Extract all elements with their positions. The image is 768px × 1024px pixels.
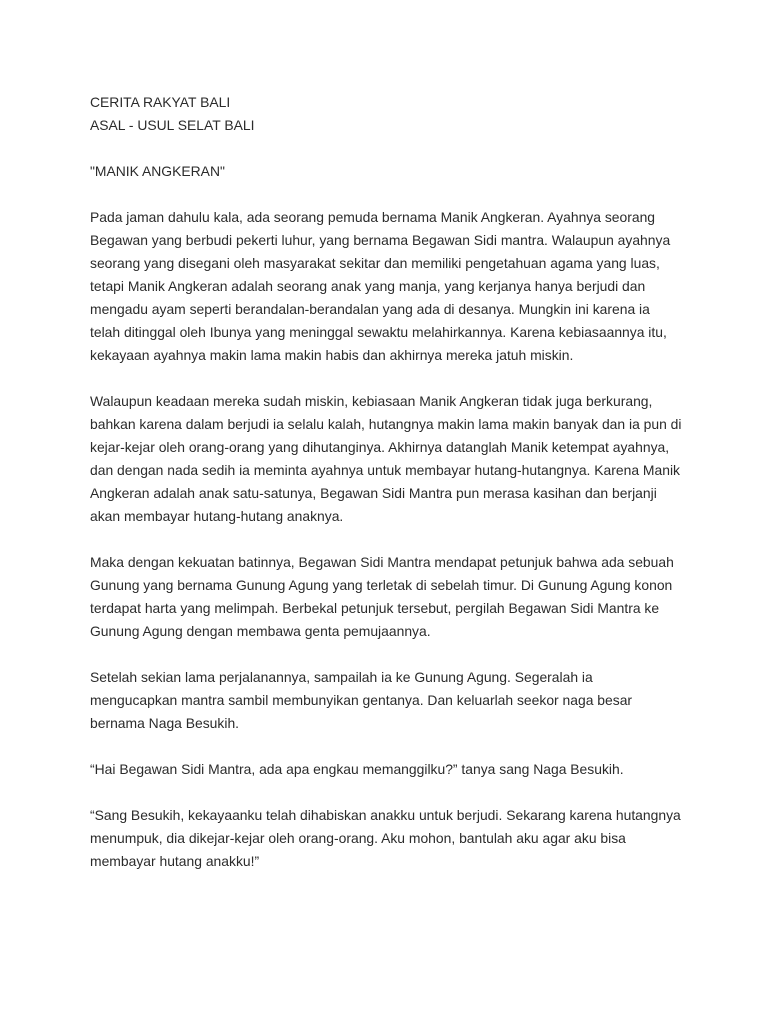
paragraph-line: Gunung Agung dengan membawa genta pemujaannya. bbox=[90, 623, 431, 639]
paragraph-line: “Hai Begawan Sidi Mantra, ada apa engkau memanggilku?” tanya sang Naga Besukih. bbox=[90, 761, 624, 777]
paragraph-3 bbox=[90, 551, 688, 643]
paragraph-line: tetapi Manik Angkeran adalah seorang anak yang manja, yang kerjanya hanya berjudi dan bbox=[90, 278, 646, 294]
paragraph-line: Gunung yang bernama Gunung Agung yang terletak di sebelah timur. Di Gunung Agung konon bbox=[90, 577, 673, 593]
header-line-1: CERITA RAKYAT BALI bbox=[90, 94, 231, 110]
paragraph-line: bernama Naga Besukih. bbox=[90, 715, 240, 731]
story-title bbox=[90, 160, 688, 183]
paragraph-1 bbox=[90, 206, 688, 367]
paragraph-4 bbox=[90, 666, 688, 735]
paragraph-line: “Sang Besukih, kekayaanku telah dihabiskan anakku untuk berjudi. Sekarang karena hutangnya bbox=[90, 807, 681, 823]
paragraph-line: kejar-kejar oleh orang-orang yang dihutanginya. Akhirnya datanglah Manik ketempat ayahnya, bbox=[90, 439, 670, 455]
paragraph-line: telah ditinggal oleh Ibunya yang meninggal sewaktu melahirkannya. Karena kebiasaannya itu, bbox=[90, 324, 667, 340]
paragraph-line: Pada jaman dahulu kala, ada seorang pemuda bernama Manik Angkeran. Ayahnya seorang bbox=[90, 209, 656, 225]
document-page bbox=[90, 91, 688, 873]
paragraph-line: Walaupun keadaan mereka sudah miskin, kebiasaan Manik Angkeran tidak juga berkurang, bbox=[90, 393, 653, 409]
paragraph-line: seorang yang disegani oleh masyarakat sekitar dan memiliki pengetahuan agama yang luas, bbox=[90, 255, 660, 271]
paragraph-line: menumpuk, dia dikejar-kejar oleh orang-orang. Aku mohon, bantulah aku agar aku bisa bbox=[90, 830, 626, 846]
paragraph-line: mengucapkan mantra sambil membunyikan gentanya. Dan keluarlah seekor naga besar bbox=[90, 692, 633, 708]
paragraph-line: Setelah sekian lama perjalanannya, sampailah ia ke Gunung Agung. Segeralah ia bbox=[90, 669, 593, 685]
paragraph-line: kekayaan ayahnya makin lama makin habis dan akhirnya mereka jatuh miskin. bbox=[90, 347, 574, 363]
paragraph-line: Angkeran adalah anak satu-satunya, Begawan Sidi Mantra pun merasa kasihan dan berjanji bbox=[90, 485, 657, 501]
paragraph-6 bbox=[90, 804, 688, 873]
document-header bbox=[90, 91, 688, 137]
paragraph-line: Begawan yang berbudi pekerti luhur, yang bernama Begawan Sidi mantra. Walaupun ayahnya bbox=[90, 232, 671, 248]
title-line: "MANIK ANGKERAN" bbox=[90, 163, 225, 179]
paragraph-2 bbox=[90, 390, 688, 528]
paragraph-line: terdapat harta yang melimpah. Berbekal petunjuk tersebut, pergilah Begawan Sidi Mantra ke bbox=[90, 600, 660, 616]
paragraph-5 bbox=[90, 758, 688, 781]
header-line-2: ASAL - USUL SELAT BALI bbox=[90, 117, 255, 133]
paragraph-line: bahkan karena dalam berjudi ia selalu kalah, hutangnya makin lama makin banyak dan ia pun di bbox=[90, 416, 682, 432]
paragraph-line: mengadu ayam seperti berandalan-berandalan yang ada di desanya. Mungkin ini karena ia bbox=[90, 301, 650, 317]
paragraph-line: dan dengan nada sedih ia meminta ayahnya untuk membayar hutang-hutangnya. Karena Manik bbox=[90, 462, 680, 478]
paragraph-line: membayar hutang anakku!” bbox=[90, 853, 260, 869]
paragraph-line: akan membayar hutang-hutang anaknya. bbox=[90, 508, 344, 524]
paragraph-line: Maka dengan kekuatan batinnya, Begawan Sidi Mantra mendapat petunjuk bahwa ada sebuah bbox=[90, 554, 674, 570]
